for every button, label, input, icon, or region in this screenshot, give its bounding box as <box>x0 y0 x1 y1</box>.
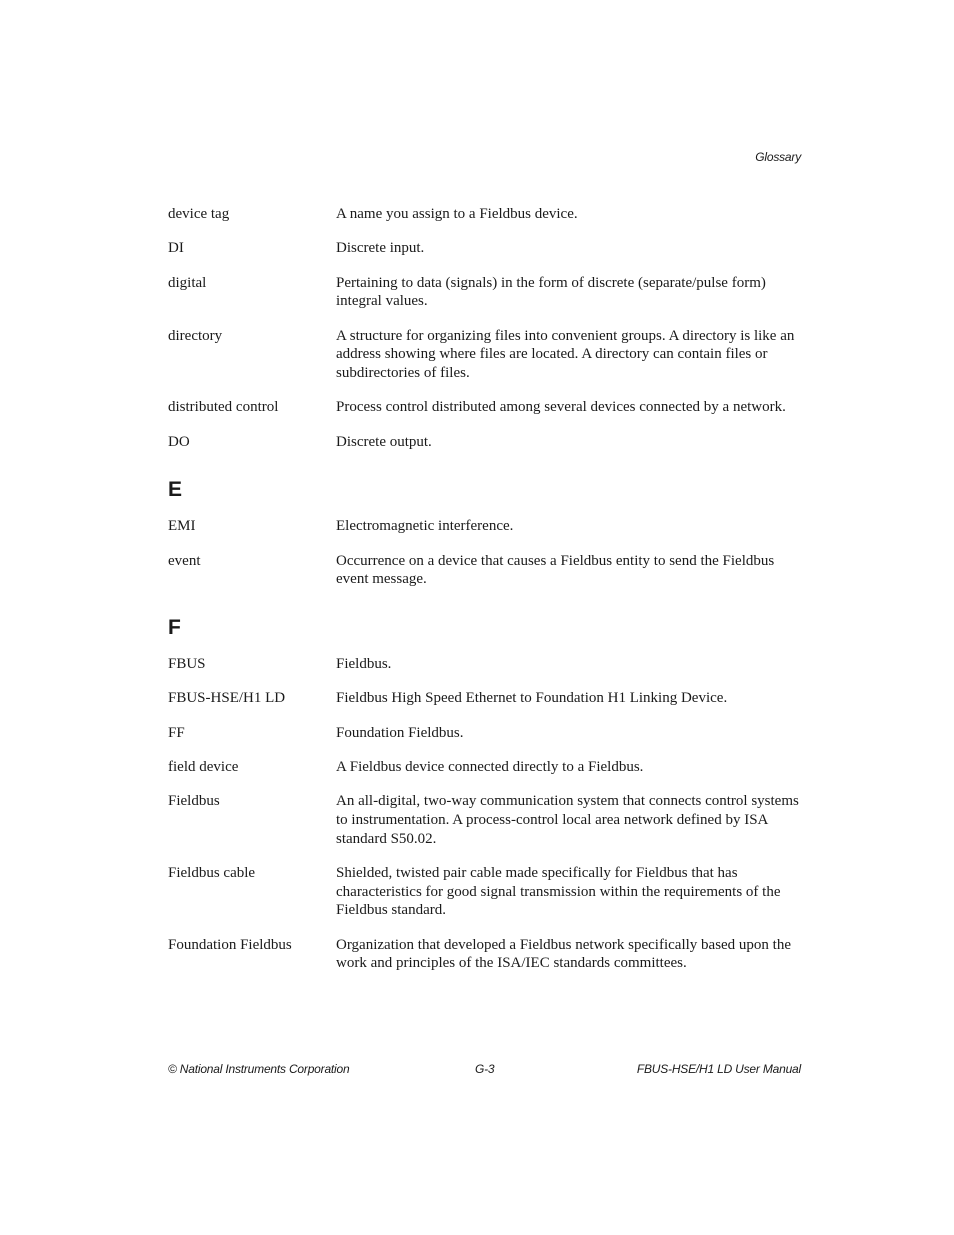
glossary-entry <box>168 758 804 777</box>
glossary-entry <box>168 398 804 417</box>
footer-manual-title: FBUS-HSE/H1 LD User Manual <box>636 1062 801 1076</box>
footer-page-number: G-3 <box>475 1062 495 1076</box>
glossary-term: directory <box>168 327 223 344</box>
glossary-definition: Organization that developed a Fieldbus network specifically based upon the work and principles of the ISA/IEC standards committees. <box>336 936 792 972</box>
glossary-term: EMI <box>168 518 196 535</box>
glossary-entry <box>168 239 804 258</box>
glossary-entry <box>168 433 804 452</box>
glossary-definition: Shielded, twisted pair cable made specifically for Fieldbus that has characteristics for good signal transmission within the requirements of the Fieldbus standard. <box>336 865 781 919</box>
page-footer <box>168 1062 801 1078</box>
glossary-entry <box>168 552 804 589</box>
glossary-definition: Pertaining to data (signals) in the form of discrete (separate/pulse form) integral values. <box>336 274 766 310</box>
section-letter-heading: E <box>168 478 183 502</box>
glossary-definition: A Fieldbus device connected directly to a Fieldbus. <box>336 759 644 776</box>
glossary-term: DI <box>168 240 184 257</box>
section-letter-heading: F <box>168 615 181 639</box>
glossary-term: Foundation Fieldbus <box>168 936 292 953</box>
glossary-entry <box>168 274 804 311</box>
glossary-term: field device <box>168 759 239 776</box>
glossary-term: FBUS <box>168 655 206 672</box>
glossary-definition: A name you assign to a Fieldbus device. <box>336 206 578 222</box>
glossary-term: distributed control <box>168 399 279 416</box>
glossary-entry <box>168 792 804 848</box>
glossary-definition: Discrete input. <box>336 240 425 257</box>
glossary-entry <box>168 655 804 674</box>
glossary-entry <box>168 327 804 383</box>
glossary-definition: Occurrence on a device that causes a Fieldbus entity to send the Fieldbus event message. <box>336 552 775 588</box>
glossary-definition: Fieldbus High Speed Ethernet to Foundation H1 Linking Device. <box>336 690 728 707</box>
glossary-entry <box>168 205 804 224</box>
glossary-definition: Electromagnetic interference. <box>336 518 514 535</box>
glossary-entry <box>168 864 804 920</box>
glossary-term: FF <box>168 724 185 741</box>
glossary-entry <box>168 936 804 973</box>
glossary-section-f <box>168 616 804 973</box>
glossary-section-d <box>168 205 804 451</box>
glossary-entry <box>168 689 804 708</box>
glossary-term: device tag <box>168 206 230 222</box>
glossary-definition: Foundation Fieldbus. <box>336 724 464 741</box>
glossary-entry <box>168 724 804 743</box>
glossary-term: digital <box>168 274 207 291</box>
glossary-section-e <box>168 478 804 589</box>
glossary-definition: Discrete output. <box>336 433 432 450</box>
glossary-term: DO <box>168 433 190 450</box>
glossary-content <box>168 205 804 973</box>
glossary-term: FBUS-HSE/H1 LD <box>168 690 286 707</box>
glossary-term: event <box>168 552 201 569</box>
glossary-entry <box>168 517 804 536</box>
running-head: Glossary <box>755 150 801 164</box>
glossary-definition: Process control distributed among several devices connected by a network. <box>336 399 786 416</box>
glossary-definition: A structure for organizing files into convenient groups. A directory is like an address showing where files are located. A directory can contain files or subdirectories of files. <box>336 327 795 381</box>
glossary-term: Fieldbus <box>168 793 220 810</box>
glossary-definition: An all-digital, two-way communication system that connects control systems to instrumentation. A process-control local area network defined by ISA standard S50.02. <box>336 793 799 847</box>
footer-copyright: © National Instruments Corporation <box>168 1062 350 1076</box>
glossary-definition: Fieldbus. <box>336 655 392 672</box>
glossary-term: Fieldbus cable <box>168 865 256 882</box>
